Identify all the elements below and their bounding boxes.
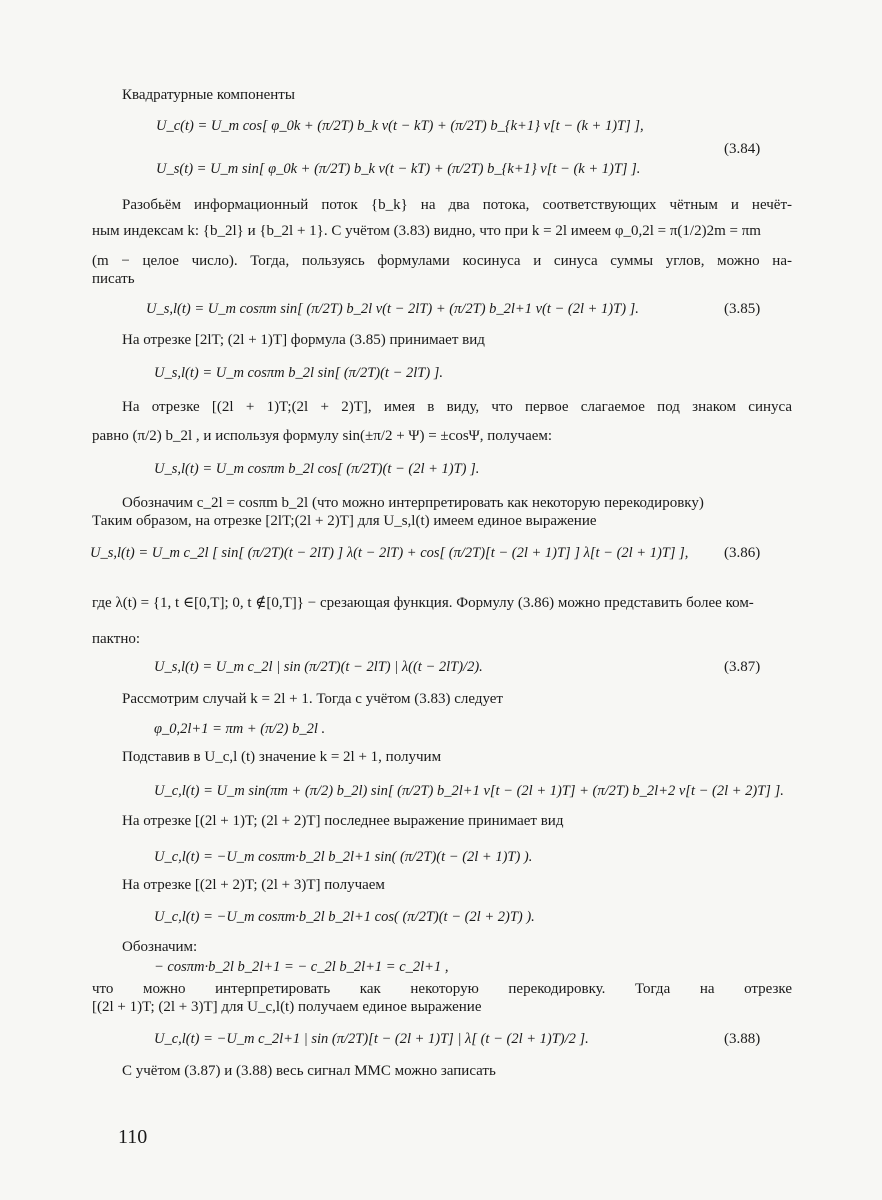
equation-number: (3.84)	[724, 141, 761, 157]
text-line: Обозначим c_2l = cosπm b_2l (что можно интерпретировать как некоторую перекодировку)	[122, 495, 704, 511]
equation-line: U_s(t) = U_m sin[ φ_0k + (π/2T) b_k ν(t − kT) + (π/2T) b_{k+1} ν[t − (k + 1)T] ].	[156, 161, 641, 177]
text-line: писать	[92, 271, 135, 287]
equation-line: U_s,l(t) = U_m cosπm b_2l cos[ (π/2T)(t − (2l + 1)T) ].	[154, 461, 480, 477]
equation-line: U_c,l(t) = −U_m c_2l+1 | sin (π/2T)[t − (2l + 1)T] | λ[ (t − (2l + 1)T)/2 ].	[154, 1031, 589, 1047]
equation-line: − cosπm·b_2l b_2l+1 = − c_2l b_2l+1 = c_2l+1 ,	[154, 959, 449, 975]
text-line: На отрезке [(2l + 1)T; (2l + 2)T] последнее выражение принимает вид	[122, 813, 564, 829]
equation-number: (3.85)	[724, 301, 761, 317]
equation-line: U_c,l(t) = −U_m cosπm·b_2l b_2l+1 sin( (π/2T)(t − (2l + 1)T) ).	[154, 849, 533, 865]
text-line: На отрезке [(2l + 1)T;(2l + 2)T], имея в виду, что первое слагаемое под знаком синуса	[122, 399, 792, 415]
text-line: На отрезке [(2l + 2)T; (2l + 3)T] получаем	[122, 877, 385, 893]
text-line: Квадратурные компоненты	[122, 87, 295, 103]
text-line: Обозначим:	[122, 939, 198, 955]
page-number: 110	[118, 1126, 148, 1148]
text-line: Рассмотрим случай k = 2l + 1. Тогда с учётом (3.83) следует	[122, 691, 503, 707]
text-line: (m − целое число). Тогда, пользуясь формулами косинуса и синуса суммы углов, можно на-	[92, 253, 792, 269]
text-line: равно (π/2) b_2l , и используя формулу sin(±π/2 + Ψ) = ±cosΨ, получаем:	[92, 428, 553, 444]
equation-line: U_s,l(t) = U_m c_2l [ sin[ (π/2T)(t − 2lT) ] λ(t − 2lT) + cos[ (π/2T)[t − (2l + 1)T] ] λ[t − (2l + 1)T] ],	[90, 545, 689, 561]
text-line: где λ(t) = {1, t ∈[0,T]; 0, t ∉[0,T]} − срезающая функция. Формулу (3.86) можно представить более ком-	[92, 595, 754, 611]
equation-number: (3.86)	[724, 545, 761, 561]
text-line: что можно интерпретировать как некоторую перекодировку. Тогда на отрезке	[92, 981, 792, 997]
equation-line: φ_0,2l+1 = πm + (π/2) b_2l .	[154, 721, 326, 737]
text-line: пактно:	[92, 631, 141, 647]
equation-number: (3.87)	[724, 659, 761, 675]
text-line: ным индексам k: {b_2l} и {b_2l + 1}. С учётом (3.83) видно, что при k = 2l имеем φ_0,2l = π(1/2)2m = πm	[92, 223, 761, 239]
equation-line: U_c,l(t) = −U_m cosπm·b_2l b_2l+1 cos( (π/2T)(t − (2l + 2)T) ).	[154, 909, 535, 925]
text-line: Подставив в U_c,l (t) значение k = 2l + 1, получим	[122, 749, 442, 765]
equation-line: U_c(t) = U_m cos[ φ_0k + (π/2T) b_k ν(t − kT) + (π/2T) b_{k+1} ν[t − (k + 1)T] ],	[156, 118, 644, 134]
equation-number: (3.88)	[724, 1031, 761, 1047]
text-line: Таким образом, на отрезке [2lT;(2l + 2)T] для U_s,l(t) имеем единое выражение	[92, 513, 597, 529]
equation-line: U_c,l(t) = U_m sin(πm + (π/2) b_2l) sin[ (π/2T) b_2l+1 ν[t − (2l + 1)T] + (π/2T) b_2l+2 ν[t − (2l + 2)T] ].	[154, 783, 784, 799]
equation-line: U_s,l(t) = U_m cosπm b_2l sin[ (π/2T)(t − 2lT) ].	[154, 365, 444, 381]
equation-line: U_s,l(t) = U_m c_2l | sin (π/2T)(t − 2lT) | λ((t − 2lT)/2).	[154, 659, 483, 675]
text-line: С учётом (3.87) и (3.88) весь сигнал ММС можно записать	[122, 1063, 496, 1079]
text-line: На отрезке [2lT; (2l + 1)T] формула (3.85) принимает вид	[122, 332, 485, 348]
equation-line: U_s,l(t) = U_m cosπm sin[ (π/2T) b_2l ν(t − 2lT) + (π/2T) b_2l+1 ν(t − (2l + 1)T) ].	[146, 301, 639, 317]
text-line: [(2l + 1)T; (2l + 3)T] для U_c,l(t) получаем единое выражение	[92, 999, 482, 1015]
text-line: Разобьём информационный поток {b_k} на два потока, соответствующих чётным и нечёт-	[122, 197, 792, 213]
